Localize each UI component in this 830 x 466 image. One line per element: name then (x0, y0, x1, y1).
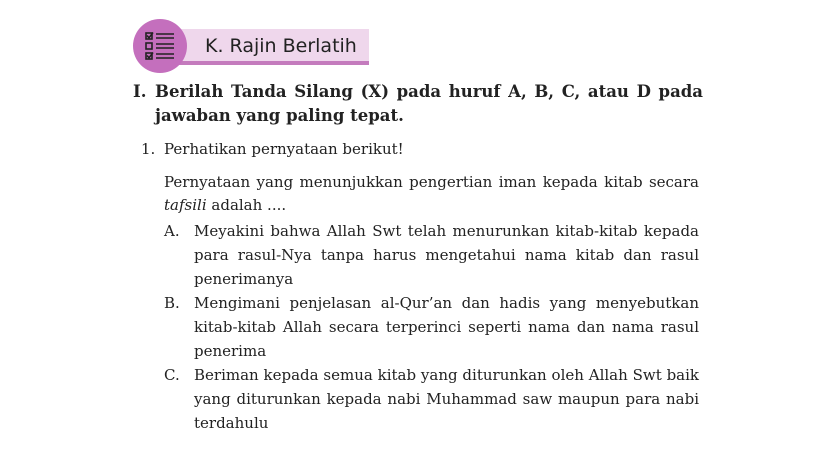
option-text: Beriman kepada semua kitab yang diturunkan oleh Allah Swt baik yang diturunkan kepada nabi Muhammad saw maupun para nabi terdahulu (194, 366, 699, 432)
header-title: K. Rajin Berlatih (205, 35, 357, 57)
option-letter: B. (164, 294, 180, 312)
option-b[interactable] (164, 291, 699, 363)
question-number: 1. (141, 140, 156, 158)
option-c[interactable] (164, 363, 699, 435)
checklist-icon (133, 19, 187, 73)
section-instruction (133, 80, 703, 128)
section-header (133, 19, 369, 73)
option-letter: C. (164, 366, 180, 384)
instruction-text: Berilah Tanda Silang (X) pada huruf A, B, C, atau D pada jawaban yang paling tepat. (155, 82, 703, 125)
option-text: Mengimani penjelasan al-Qur’an dan hadis yang menyebutkan kitab-kitab Allah secara terperinci seperti nama dan nama rasul penerima (194, 294, 699, 360)
option-a[interactable] (164, 219, 699, 291)
option-text: Meyakini bahwa Allah Swt telah menurunkan kitab-kitab kepada para rasul-Nya tanpa harus mengetahui nama kitab dan rasul penerimanya (194, 222, 699, 288)
question-stem (164, 171, 699, 217)
stem-text: Pernyataan yang menunjukkan pengertian iman kepada kitab secara (164, 173, 699, 191)
section-number: I. (133, 82, 147, 101)
option-letter: A. (164, 222, 180, 240)
stem-italic-term: tafsili (164, 196, 207, 214)
answer-options (164, 219, 699, 435)
stem-suffix: adalah .... (206, 196, 287, 214)
question-intro: Perhatikan pernyataan berikut! (164, 140, 404, 158)
